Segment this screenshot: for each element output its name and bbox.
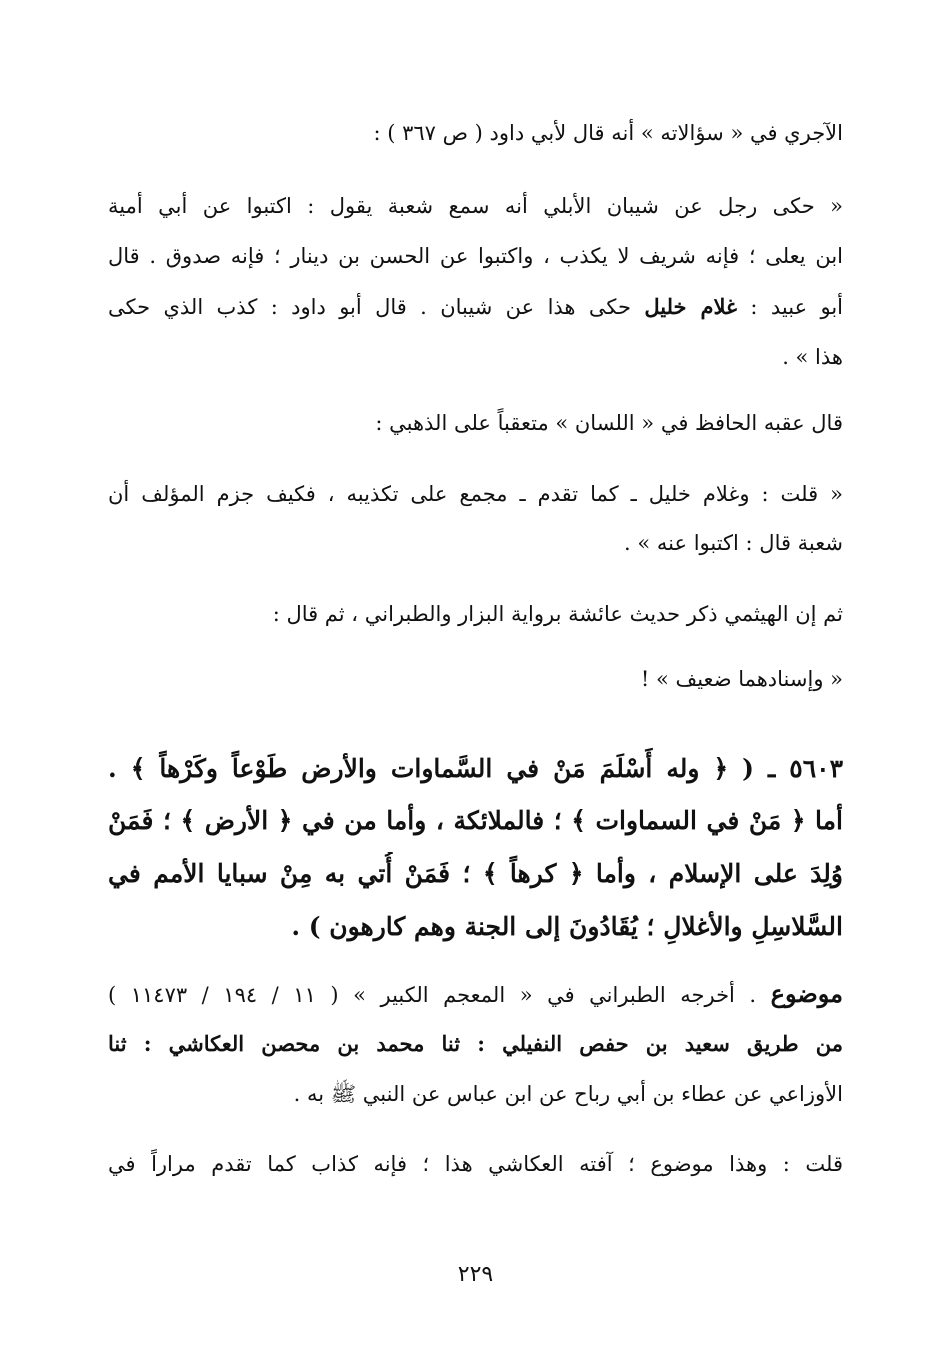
hadith-5603-line-1: ٥٦٠٣ ـ ( ﴿ وله أَسْلَمَ مَنْ في السَّماوات والأرض طَوْعاً وكَرْهاً ﴾ . [108, 754, 843, 783]
page-number: ٢٢٩ [457, 1262, 494, 1287]
paragraph-4-line-2: شعبة قال : اكتبوا عنه » . [624, 531, 843, 555]
paragraph-6-line-1: « وإسنادهما ضعيف » ! [640, 667, 843, 691]
comment-line-1: قلت : وهذا موضوع ؛ آفته العكاشي هذا ؛ فإنه كذاب كما تقدم مراراً في [108, 1152, 843, 1176]
paragraph-5-line-1: ثم إن الهيثمي ذكر حديث عائشة برواية البزار والطبراني ، ثم قال : [272, 602, 843, 626]
paragraph-4-line-1: « قلت : وغلام خليل ـ كما تقدم ـ مجمع على تكذيبه ، فكيف جزم المؤلف أن [108, 482, 843, 506]
takhrij-line-1 [108, 977, 843, 1012]
paragraph-3-line-1: قال عقبه الحافظ في « اللسان » متعقباً على الذهبي : [375, 411, 843, 435]
paragraph-1-line-1: الآجري في « سؤالاته » أنه قال لأبي داود ( ص ٣٦٧ ) : [373, 121, 843, 145]
paragraph-2-line-1: « حكى رجل عن شيبان الأبلي أنه سمع شعبة يقول : اكتبوا عن أبي أمية [108, 194, 843, 218]
paragraph-2-line-3 [108, 290, 843, 324]
takhrij-line-1-rest: . أخرجه الطبراني في « المعجم الكبير » ( ١١ / ١٩٤ / ١١٤٧٣ ) [108, 983, 771, 1007]
hadith-5603-line-2: أما ﴿ مَنْ في السماوات ﴾ ؛ فالملائكة ، وأما من في ﴿ الأرض ﴾ ؛ فَمَنْ [108, 806, 843, 835]
takhrij-line-3: الأوزاعي عن عطاء بن أبي رباح عن ابن عباس عن النبي ﷺ به . [293, 1082, 843, 1106]
verdict-bold: موضوع [770, 979, 843, 1008]
paragraph-2-line-3-start: أبو عبيد : [737, 295, 843, 319]
takhrij-line-2: من طريق سعيد بن حفص النفيلي : ثنا محمد بن محصن العكاشي : ثنا [108, 1031, 843, 1056]
hadith-5603-line-3: وُلِدَ على الإسلام ، وأما ﴿ كرهاً ﴾ ؛ فَمَنْ أُتي به مِنْ سبايا الأمم في [108, 859, 843, 888]
paragraph-2-line-4: هذا » . [782, 345, 843, 369]
paragraph-2-line-3-end: حكى هذا عن شيبان . قال أبو داود : كذب الذي حكى [108, 295, 645, 319]
hadith-5603-line-4: السَّلاسِلِ والأغلالِ ؛ يُقَادُونَ إلى الجنة وهم كارهون ) . [291, 912, 843, 941]
narrator-name-bold: غلام خليل [644, 294, 738, 319]
paragraph-2-line-2: ابن يعلى ؛ فإنه شريف لا يكذب ، واكتبوا عن الحسن بن دينار ؛ فإنه صدوق . قال [108, 244, 843, 268]
